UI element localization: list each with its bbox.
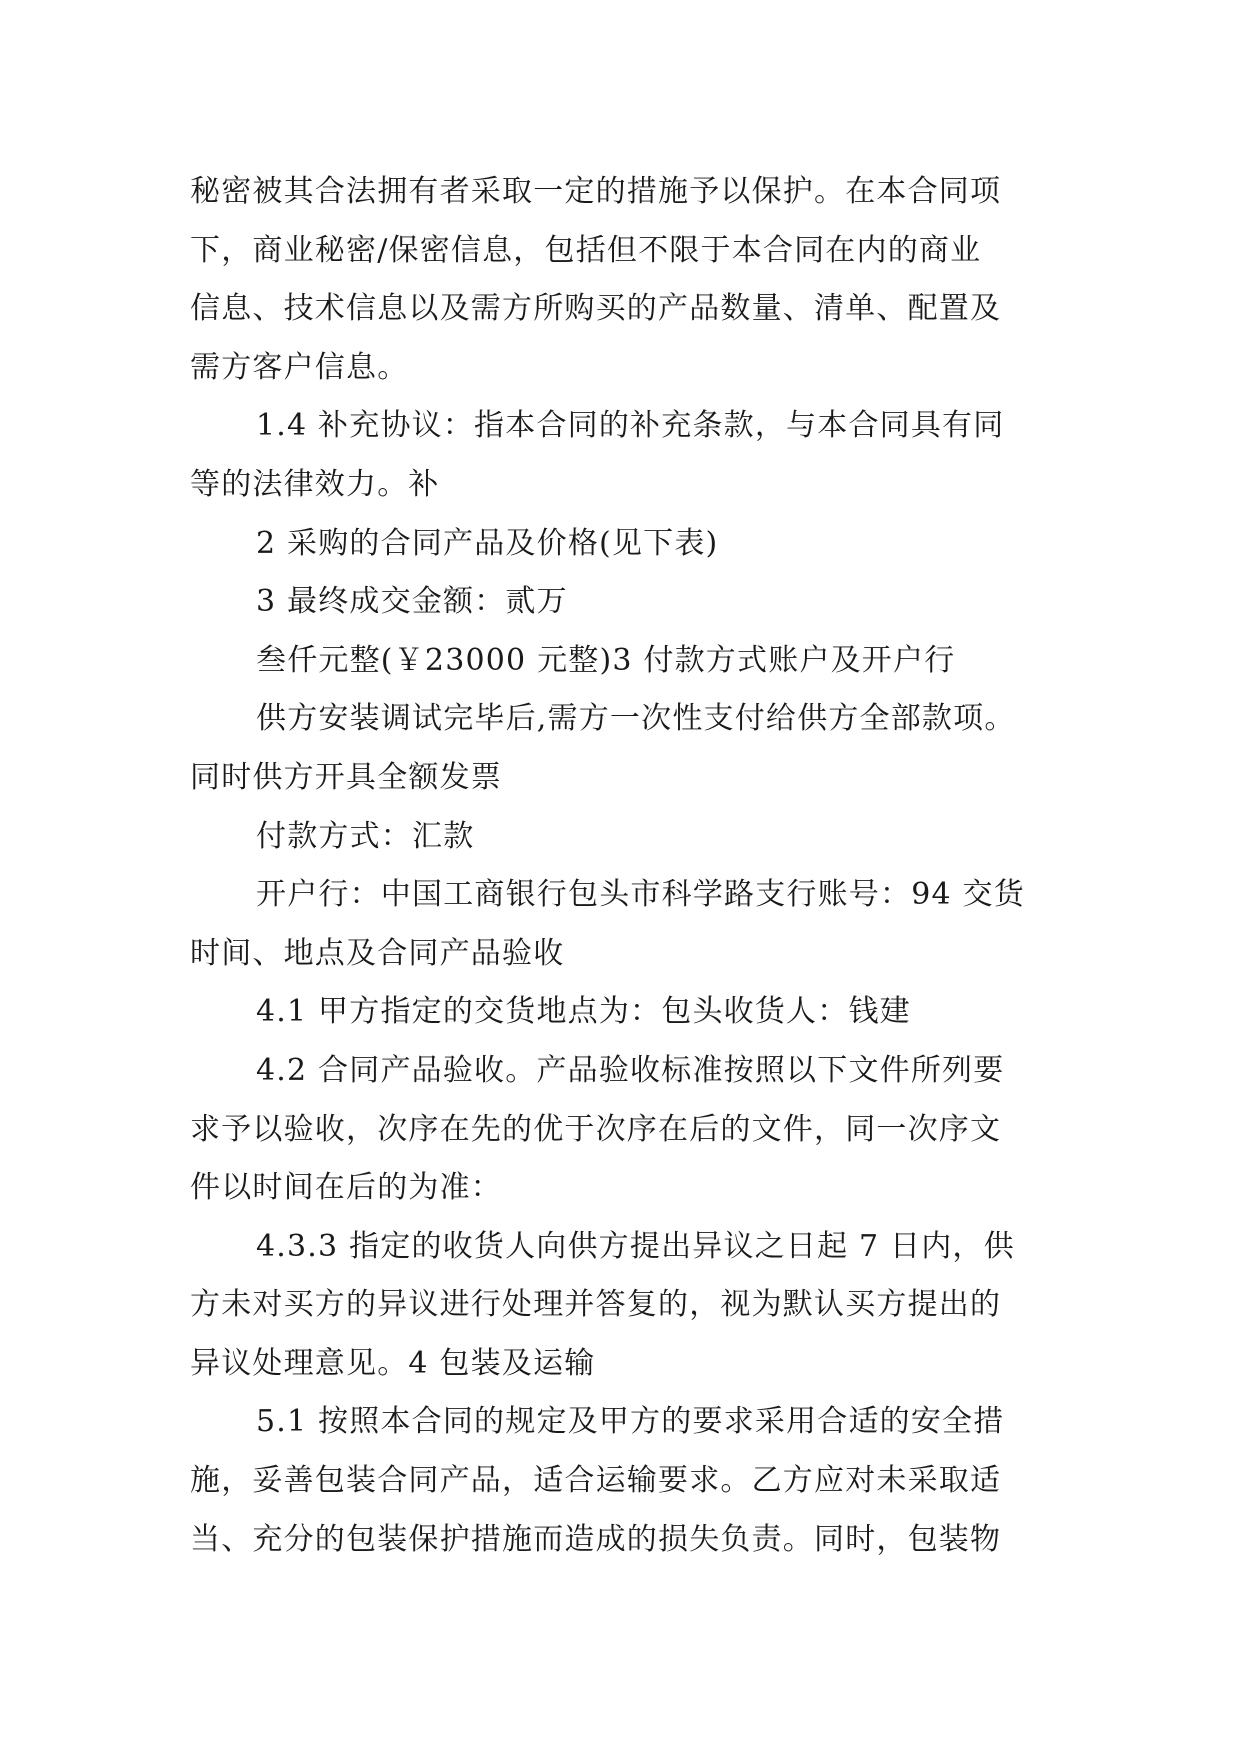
text-line: 下，商业秘密/保密信息，包括但不限于本合同在内的商业 [190,232,982,268]
text-line: 叁仟元整(￥23000 元整)3 付款方式账户及开户行 [256,642,956,678]
document-body [190,163,1050,1569]
text-line: 方未对买方的异议进行处理并答复的，视为默认买方提出的 [190,1287,1002,1323]
text-line: 付款方式：汇款 [256,818,475,854]
text-line: 等的法律效力。补 [190,466,440,502]
text-line: 3 最终成交金额：贰万 [256,584,568,620]
text-line: 求予以验收，次序在先的优于次序在后的文件，同一次序文 [190,1111,1002,1147]
text-line: 2 采购的合同产品及价格(见下表) [256,525,719,561]
text-line: 1.4 补充协议：指本合同的补充条款，与本合同具有同 [256,408,1005,444]
text-line: 需方客户信息。 [190,349,409,385]
text-line: 异议处理意见。4 包装及运输 [190,1345,596,1381]
text-line: 4.1 甲方指定的交货地点为：包头收货人：钱建 [256,994,911,1030]
text-line: 施，妥善包装合同产品，适合运输要求。乙方应对未采取适 [190,1463,1002,1499]
text-line: 5.1 按照本合同的规定及甲方的要求采用合适的安全措 [256,1404,1005,1440]
text-line: 供方安装调试完毕后,需方一次性支付给供方全部款项。 [256,701,1016,737]
text-line: 秘密被其合法拥有者采取一定的措施予以保护。在本合同项 [190,174,1002,209]
text-line: 件以时间在后的为准： [190,1170,502,1206]
text-line: 时间、地点及合同产品验收 [190,935,565,971]
text-line: 信息、技术信息以及需方所购买的产品数量、清单、配置及 [190,291,1002,327]
text-line: 开户行：中国工商银行包头市科学路支行账号：94 交货 [256,877,1025,913]
text-line: 4.3.3 指定的收货人向供方提出异议之日起 7 日内，供 [256,1228,1015,1264]
text-line: 同时供方开具全额发票 [190,759,502,795]
text-line: 当、充分的包装保护措施而造成的损失负责。同时，包装物 [190,1521,1002,1557]
text-line: 4.2 合同产品验收。产品验收标准按照以下文件所列要 [256,1052,1005,1088]
